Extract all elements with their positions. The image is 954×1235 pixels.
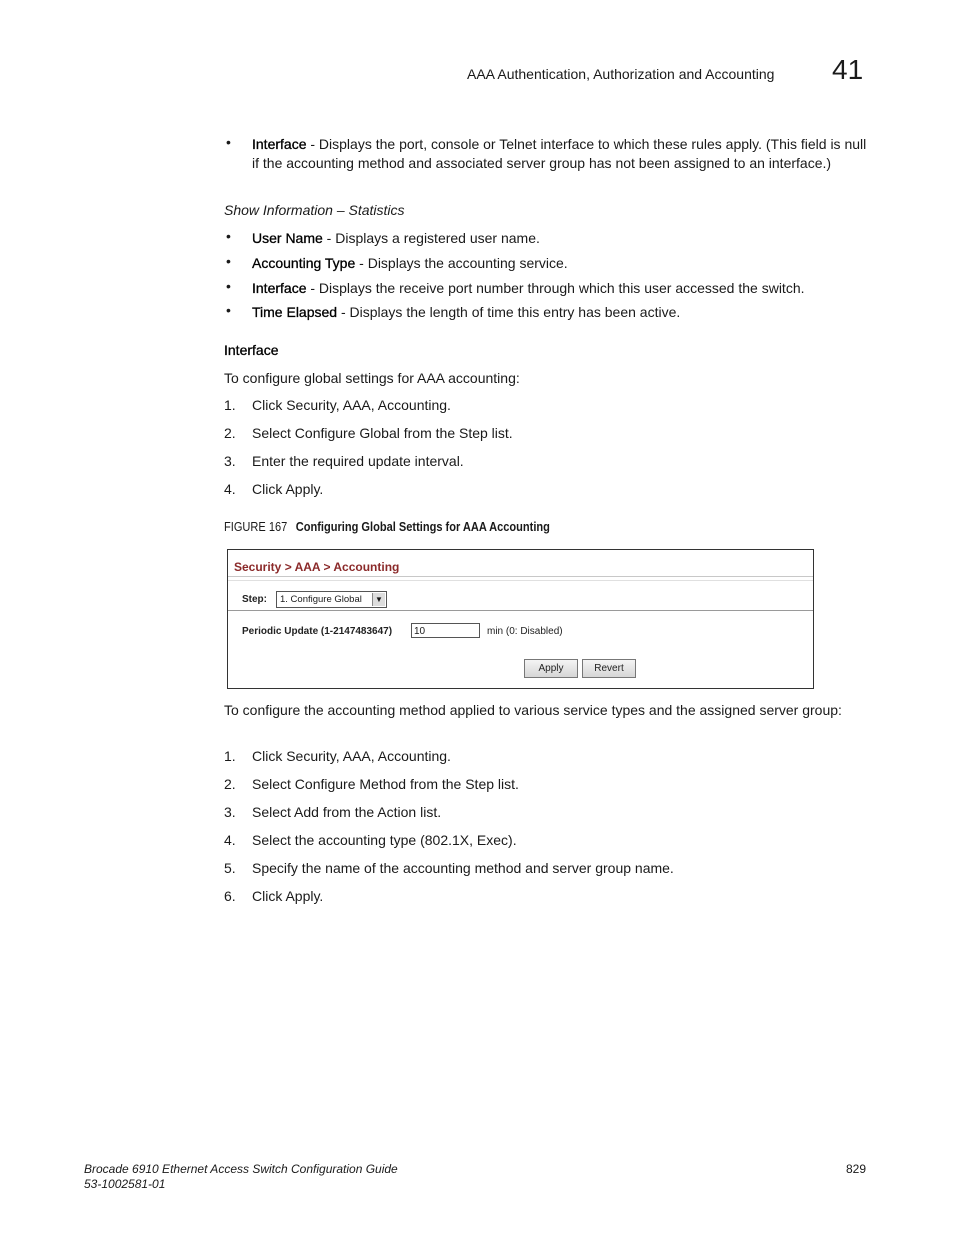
footer-guide-title: Brocade 6910 Ethernet Access Switch Configuration Guide [84, 1162, 398, 1176]
bullet-time-elapsed [252, 303, 872, 322]
footer-left [84, 1162, 398, 1192]
divider [228, 580, 813, 581]
bullet-text: - Displays the port, console or Telnet interface to which these rules apply. (This field is null if the accounting method and associated server group has not been assigned to an interface.) [252, 136, 867, 171]
figure-label: FIGURE 167 [224, 519, 288, 534]
periodic-update-hint: min (0: Disabled) [487, 626, 563, 637]
breadcrumb[interactable]: Security > AAA > Accounting [234, 560, 400, 574]
divider [228, 610, 813, 611]
running-header-title: AAA Authentication, Authorization and Accounting [467, 66, 775, 82]
page-number: 829 [846, 1162, 867, 1176]
bullet-accounting-type [252, 254, 872, 273]
periodic-update-label: Periodic Update (1-2147483647) [242, 626, 393, 637]
step-number: 1. [224, 748, 236, 764]
bullet-text: - Displays the accounting service. [355, 255, 568, 271]
bullet-term: Interface [252, 136, 307, 152]
step-label: Step: [242, 594, 267, 605]
show-info-heading: Show Information – Statistics [224, 202, 405, 218]
chapter-number: 41 [832, 54, 864, 85]
bullet-interface-port [252, 279, 872, 298]
global-intro: To configure global settings for AAA accounting: [224, 370, 520, 386]
global-step: Enter the required update interval. [252, 453, 464, 469]
bullet-dot: • [226, 134, 231, 150]
bullet-user-name [252, 229, 872, 248]
bullet-term: Interface [252, 280, 307, 296]
step-select-value: 1. Configure Global [280, 594, 362, 605]
bullet-dot: • [226, 302, 231, 318]
step-number: 2. [224, 425, 236, 441]
bullet-text: - Displays a registered user name. [322, 230, 540, 246]
apply-button[interactable]: Apply [524, 659, 578, 678]
method-intro: To configure the accounting method applied to various service types and the assigned server group: [224, 702, 842, 718]
interface-heading: Interface [224, 342, 279, 358]
step-number: 3. [224, 453, 236, 469]
chevron-down-icon[interactable]: ▼ [372, 593, 385, 606]
method-step: Specify the name of the accounting method and server group name. [252, 860, 674, 876]
step-number: 1. [224, 397, 236, 413]
bullet-term: Accounting Type [252, 255, 356, 271]
bullet-dot: • [226, 253, 231, 269]
step-select[interactable] [276, 591, 387, 608]
revert-button[interactable]: Revert [582, 659, 636, 678]
step-number: 4. [224, 832, 236, 848]
divider [228, 576, 813, 577]
global-step: Select Configure Global from the Step list. [252, 425, 513, 441]
method-step: Select Add from the Action list. [252, 804, 442, 820]
bullet-text: - Displays the length of time this entry has been active. [337, 304, 681, 320]
global-step: Click Apply. [252, 481, 324, 497]
bullet-dot: • [226, 228, 231, 244]
bullet-term: User Name [252, 230, 323, 246]
periodic-update-input[interactable]: 10 [411, 623, 480, 638]
bullet-term: Time Elapsed [252, 304, 338, 320]
figure-title: Configuring Global Settings for AAA Accounting [295, 519, 550, 534]
bullet-interface-rules [252, 135, 872, 173]
accounting-config-panel [227, 549, 814, 689]
method-step: Select the accounting type (802.1X, Exec). [252, 832, 517, 848]
method-step: Click Security, AAA, Accounting. [252, 748, 451, 764]
global-step: Click Security, AAA, Accounting. [252, 397, 451, 413]
footer-doc-id: 53-1002581-01 [84, 1177, 166, 1191]
step-number: 3. [224, 804, 236, 820]
step-number: 2. [224, 776, 236, 792]
bullet-text: - Displays the receive port number through which this user accessed the switch. [306, 280, 805, 296]
figure-caption [224, 519, 550, 534]
method-step: Select Configure Method from the Step list. [252, 776, 519, 792]
step-number: 5. [224, 860, 236, 876]
bullet-dot: • [226, 278, 231, 294]
step-number: 6. [224, 888, 236, 904]
step-number: 4. [224, 481, 236, 497]
method-step: Click Apply. [252, 888, 324, 904]
